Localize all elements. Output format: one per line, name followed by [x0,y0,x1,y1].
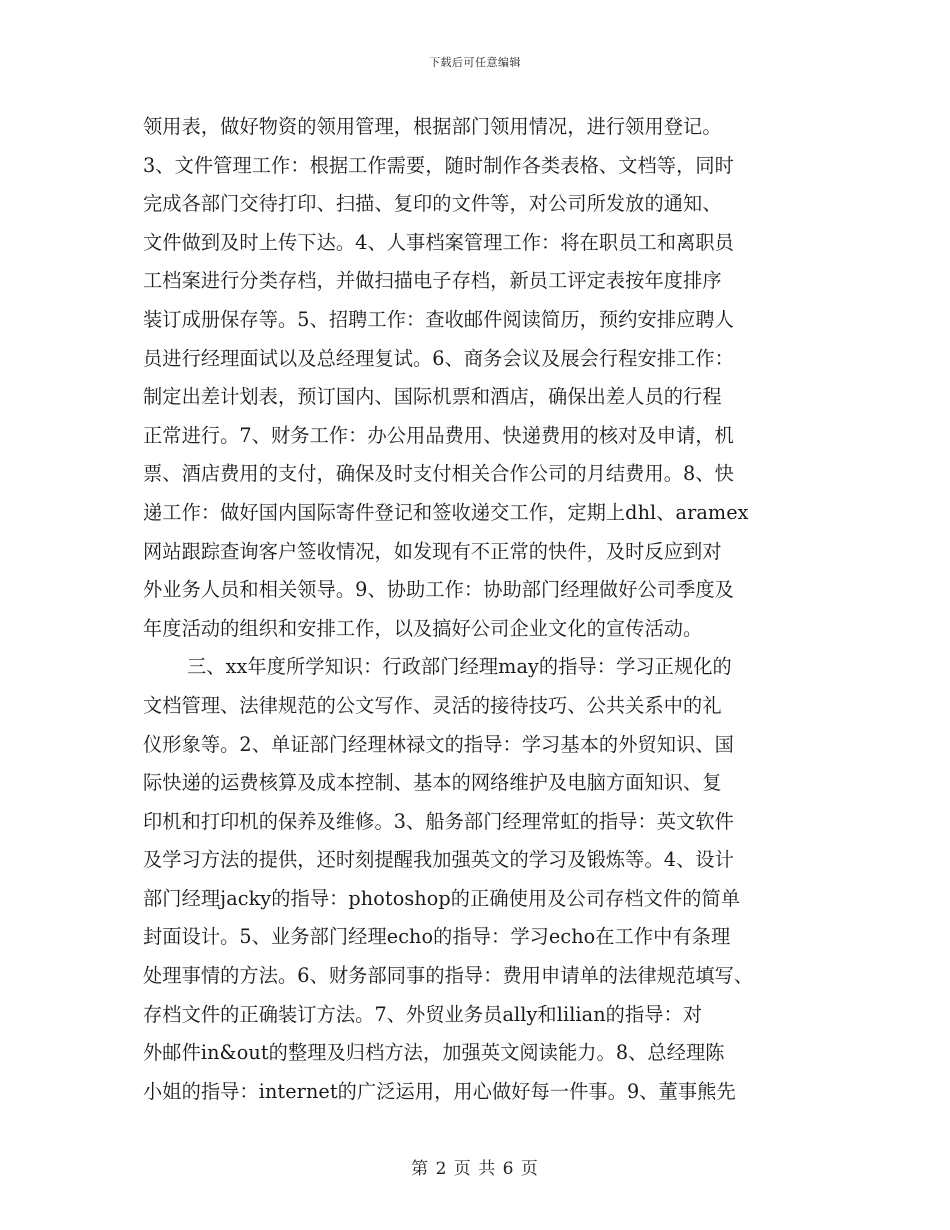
text-line: 工档案进行分类存档，并做扫描电子存档，新员工评定表按年度排序 [143,269,722,293]
text-line: 装订成册保存等。5、招聘工作：查收邮件阅读简历，预约安排应聘人 [143,307,734,331]
text-line: 际快递的运费核算及成本控制、基本的网络维护及电脑方面知识、复 [143,771,722,795]
text-line: 印机和打印机的保养及维修。3、船务部门经理常虹的指导：英文软件 [143,809,734,833]
text-line: 封面设计。5、业务部门经理echo的指导：学习echo在工作中有条理 [143,925,731,949]
text-line: 票、酒店费用的支付，确保及时支付相关合作公司的月结费用。8、快 [143,462,734,486]
text-line: 存档文件的正确装订方法。7、外贸业务员ally和lilian的指导：对 [143,1002,703,1026]
text-line: 3、文件管理工作：根据工作需要，随时制作各类表格、文档等，同时 [143,153,734,177]
document-body [143,108,813,1111]
text-line: 部门经理jacky的指导：photoshop的正确使用及公司存档文件的简单 [143,886,741,910]
text-line: 年度活动的组织和安排工作，以及搞好公司企业文化的宣传活动。 [143,616,703,640]
text-line: 外邮件in&out的整理及归档方法，加强英文阅读能力。8、总经理陈 [143,1041,725,1065]
section-heading-line: 三、xx年度所学知识：行政部门经理may的指导：学习正规化的 [187,655,732,679]
text-line: 处理事情的方法。6、财务部同事的指导：费用申请单的法律规范填写、 [143,964,754,988]
text-line: 外业务人员和相关领导。9、协助工作：协助部门经理做好公司季度及 [143,578,734,602]
text-line: 文件做到及时上传下达。4、人事档案管理工作：将在职员工和离职员 [143,230,734,254]
text-line: 领用表，做好物资的领用管理，根据部门领用情况，进行领用登记。 [143,115,722,138]
text-line: 员进行经理面试以及总经理复试。6、商务会议及展会行程安排工作： [143,346,734,370]
page-header: 下载后可任意编辑 [429,56,521,69]
text-line: 仪形象等。2、单证部门经理林禄文的指导：学习基本的外贸知识、国 [143,732,734,756]
text-line: 小姐的指导：internet的广泛运用，用心做好每一件事。9、董事熊先 [143,1079,736,1103]
text-line: 网站跟踪查询客户签收情况，如发现有不正常的快件，及时反应到对 [143,539,722,563]
text-line: 及学习方法的提供，还时刻提醒我加强英文的学习及锻炼等。4、设计 [143,848,734,872]
text-line: 正常进行。7、财务工作：办公用品费用、快递费用的核对及申请，机 [143,423,734,447]
text-line: 完成各部门交待打印、扫描、复印的文件等，对公司所发放的通知、 [143,192,722,216]
text-line: 递工作：做好国内国际寄件登记和签收递交工作，定期上dhl、aramex [143,500,749,524]
text-line: 制定出差计划表，预订国内、国际机票和酒店，确保出差人员的行程 [143,385,722,409]
page-number-footer: 第 2 页 共 6 页 [411,1159,539,1179]
text-line: 文档管理、法律规范的公文写作、灵活的接待技巧、公共关系中的礼 [143,693,722,717]
